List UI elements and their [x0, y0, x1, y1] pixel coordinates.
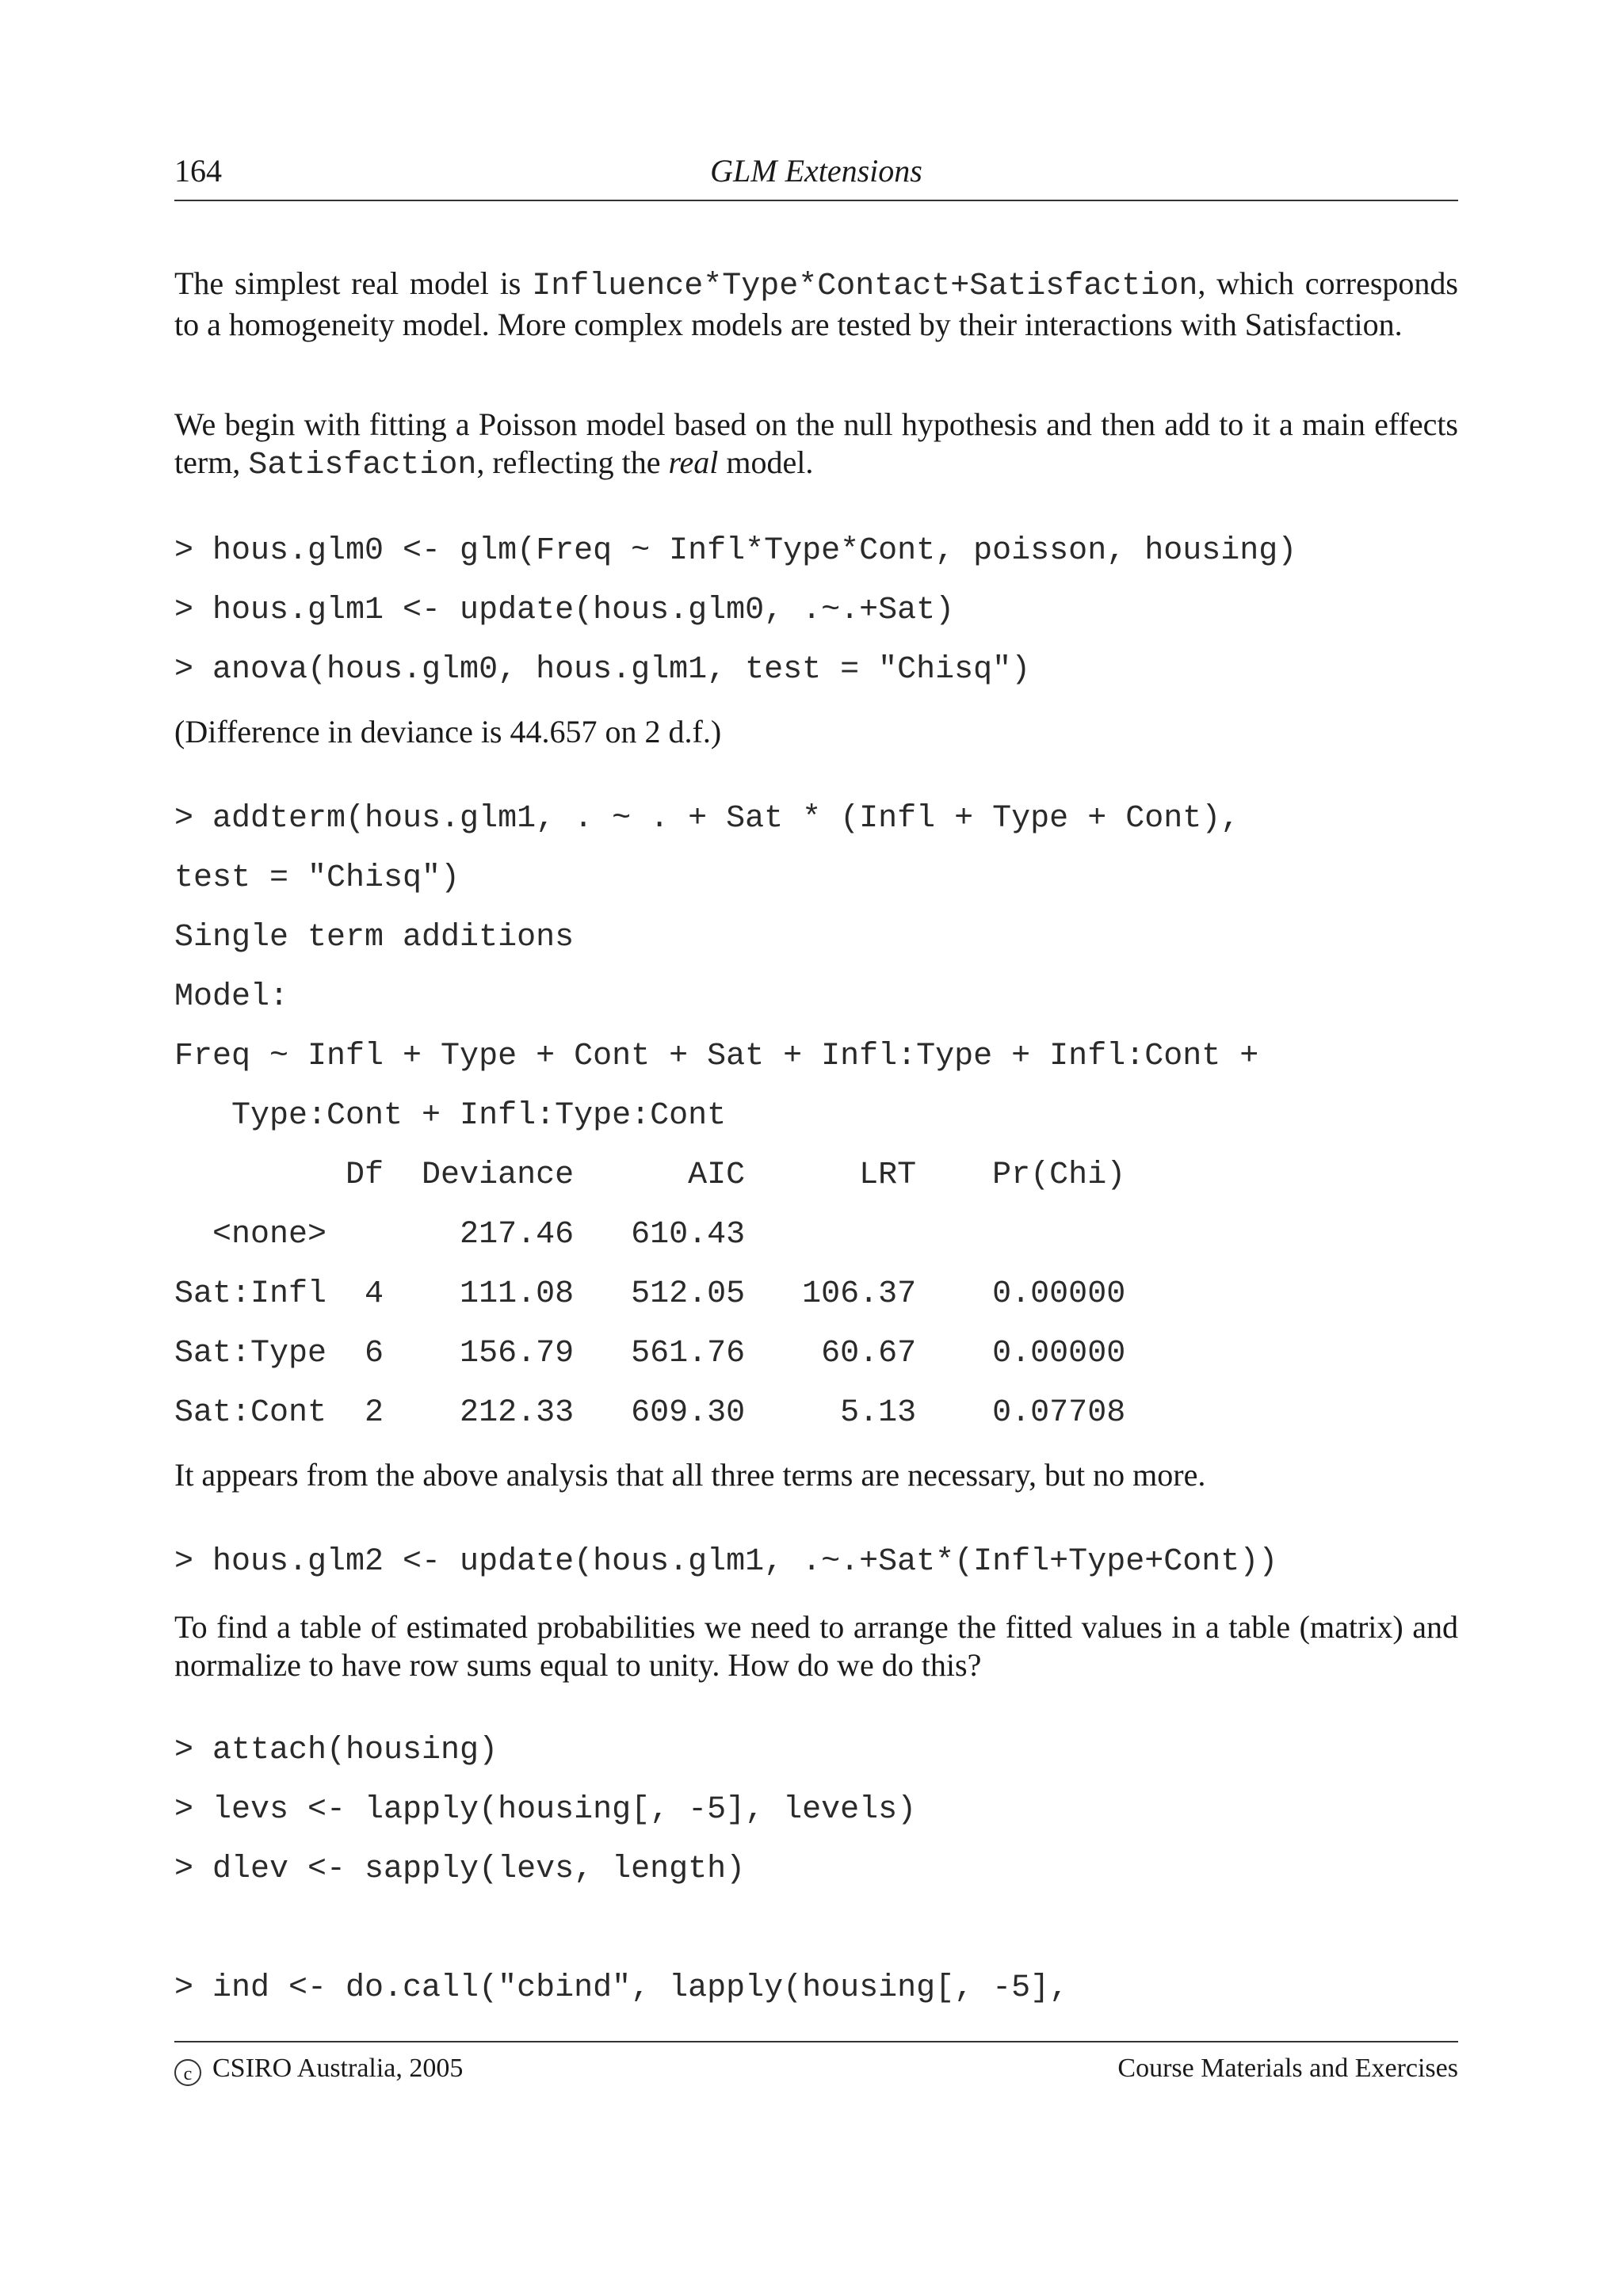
footer-rule: [174, 2041, 1458, 2042]
inline-code: Satisfaction: [248, 448, 477, 483]
code-line: > hous.glm1 <- update(hous.glm0, .~.+Sat): [174, 593, 955, 628]
page-header: [174, 152, 1458, 201]
copyright-icon: c: [174, 2059, 201, 2086]
paragraph-text: , which corresponds to a homogeneity model. More complex models are tested by their interactions with Satisfaction.: [174, 265, 1458, 342]
code-line: > anova(hous.glm0, hous.glm1, test = "Chisq"): [174, 652, 1031, 688]
code-line: Freq ~ Infl + Type + Cont + Sat + Infl:Type + Infl:Cont +: [174, 1039, 1259, 1074]
paragraph-poisson-model: [174, 406, 1458, 485]
code-line: > attach(housing): [174, 1733, 498, 1768]
code-line: Model:: [174, 979, 289, 1015]
analysis-note: It appears from the above analysis that all three terms are necessary, but no more.: [174, 1457, 1206, 1493]
table-header-row: Df Deviance AIC LRT Pr(Chi): [174, 1158, 1126, 1193]
emphasis-text: real: [668, 444, 719, 480]
code-line: > dlev <- sapply(levs, length): [174, 1852, 746, 1887]
table-row: Sat:Type 6 156.79 561.76 60.67 0.00000: [174, 1336, 1126, 1371]
paragraph-text: The simplest real model is: [174, 265, 533, 301]
page-number: 164: [174, 153, 222, 189]
code-line: > ind <- do.call("cbind", lapply(housing[, -5],: [174, 1970, 1069, 2006]
running-title: GLM Extensions: [710, 153, 922, 189]
code-line: > hous.glm0 <- glm(Freq ~ Infl*Type*Cont, poisson, housing): [174, 533, 1297, 569]
code-line: Type:Cont + Infl:Type:Cont: [174, 1098, 727, 1134]
footer-course-title: Course Materials and Exercises: [1117, 2054, 1458, 2083]
code-line: Single term additions: [174, 920, 575, 955]
table-row: <none> 217.46 610.43: [174, 1217, 746, 1253]
inline-code: Influence*Type*Contact+Satisfaction: [532, 269, 1198, 304]
paragraph-simplest-model: [174, 265, 1458, 344]
code-line: > hous.glm2 <- update(hous.glm1, .~.+Sat*(Infl+Type+Cont)): [174, 1544, 1278, 1580]
footer-copyright: [174, 2054, 463, 2086]
table-row: Sat:Infl 4 111.08 512.05 106.37 0.00000: [174, 1276, 1126, 1312]
code-line: > addterm(hous.glm1, . ~ . + Sat * (Infl + Type + Cont),: [174, 801, 1240, 837]
deviance-note: (Difference in deviance is 44.657 on 2 d.f.): [174, 714, 722, 749]
paragraph-text: model.: [718, 444, 814, 480]
paragraph-text: , reflecting the: [476, 444, 669, 480]
table-row: Sat:Cont 2 212.33 609.30 5.13 0.07708: [174, 1395, 1126, 1431]
code-line: > levs <- lapply(housing[, -5], levels): [174, 1792, 917, 1828]
footer-left-text: CSIRO Australia, 2005: [212, 2054, 464, 2083]
paragraph-text: We begin with fitting a Poisson model based on the null hypothesis and then add to it a main effects term,: [174, 406, 1458, 480]
code-line: test = "Chisq"): [174, 860, 460, 896]
paragraph-probabilities: To find a table of estimated probabilities we need to arrange the fitted values in a table (matrix) and normalize to have row sums equal to unity. How do we do this?: [174, 1609, 1458, 1683]
